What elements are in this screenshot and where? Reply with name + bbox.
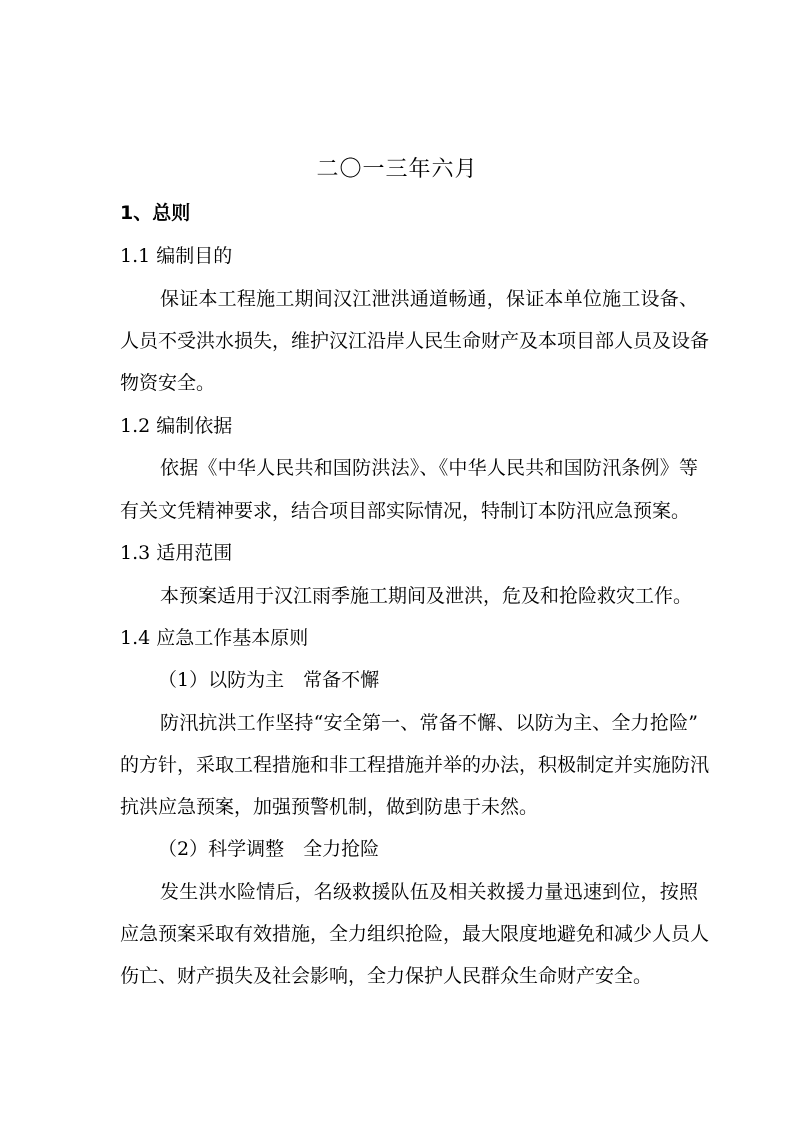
paragraph-line: 物资安全。 [120,372,216,394]
paragraph-line: 应急预案采取有效措施，全力组织抢险，最大限度地避免和减少人员人 [120,923,710,945]
paragraph-line: 有关文凭精神要求，结合项目部实际情况，特制订本防汛应急预案。 [120,500,691,522]
principle-heading-rescue: （2）科学调整 全力抢险 [158,838,380,860]
paragraph-line: 伤亡、财产损失及社会影响，全力保护人民群众生命财产安全。 [120,965,653,987]
paragraph-line: 防汛抗洪工作坚持“安全第一、常备不懈、以防为主、全力抢险” [160,712,698,734]
paragraph-line: 人员不受洪水损失，维护汉江沿岸人民生命财产及本项目部人员及设备 [120,330,710,352]
paragraph-line: 保证本工程施工期间汉江泄洪通道畅通，保证本单位施工设备、 [160,288,698,310]
paragraph-line: 的方针，采取工程措施和非工程措施并举的办法，积极制定并实施防汛 [120,754,710,776]
subsection-heading-basis: 1.2 编制依据 [120,415,233,437]
paragraph-line: 依据《中华人民共和国防洪法》、《中华人民共和国防汛条例》等 [160,457,698,479]
principle-heading-prevention: （1）以防为主 常备不懈 [158,669,380,691]
subsection-heading-scope: 1.3 适用范围 [120,542,233,564]
subsection-heading-purpose: 1.1 编制目的 [120,245,233,267]
subsection-heading-principles: 1.4 应急工作基本原则 [120,627,309,649]
section-heading-general: 1、总则 [120,202,191,224]
paragraph-line: 发生洪水险情后，名级救援队伍及相关救援力量迅速到位，按照 [160,881,698,903]
paragraph-line: 抗洪应急预案，加强预警机制，做到防患于未然。 [120,796,539,818]
paragraph-line: 本预案适用于汉江雨季施工期间及泄洪，危及和抢险救灾工作。 [160,585,693,607]
document-date-title: 二〇一三年六月 [316,157,478,182]
